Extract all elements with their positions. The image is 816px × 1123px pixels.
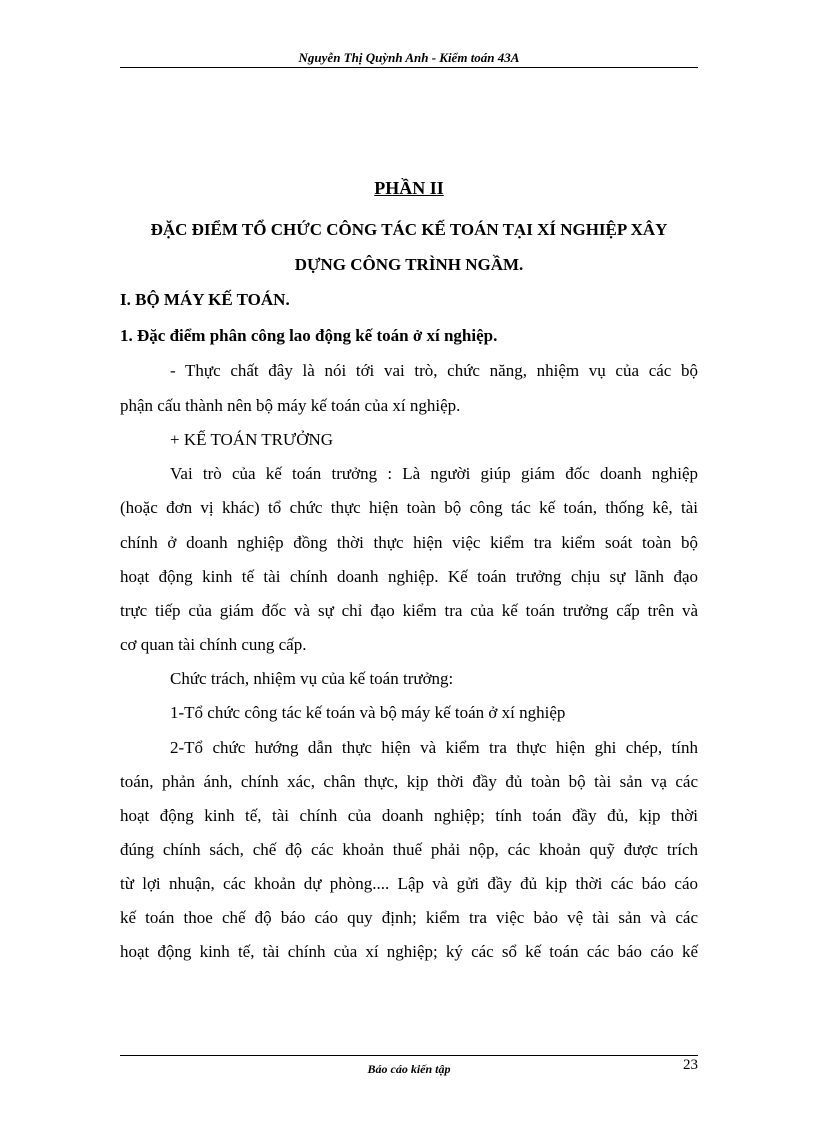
paragraph-line: - Thực chất đây là nói tới vai trò, chức năng, nhiệm vụ của các bộ	[170, 361, 698, 380]
paragraph-line: phận cấu thành nên bộ máy kế toán của xí nghiệp.	[120, 396, 461, 415]
paragraph-line: hoạt động kinh tế, tài chính của doanh nghiệp; tính toán đầy đủ, kịp thời	[120, 806, 698, 825]
section-heading: I. BỘ MÁY KẾ TOÁN.	[120, 290, 290, 309]
part-title: PHẦN II	[374, 178, 444, 198]
role-heading: + KẾ TOÁN TRƯỞNG	[170, 430, 334, 449]
list-item: 1-Tổ chức công tác kế toán và bộ máy kế toán ở xí nghiệp	[170, 703, 566, 722]
chapter-title-line-1: ĐẶC ĐIỂM TỔ CHỨC CÔNG TÁC KẾ TOÁN TẠI XÍ NGHIỆP XÂY	[150, 220, 668, 239]
running-header: Nguyễn Thị Quỳnh Anh - Kiểm toán 43A	[298, 50, 520, 65]
paragraph-line: từ lợi nhuận, các khoản dự phòng.... Lập và gửi đầy đủ kịp thời các báo cáo	[120, 874, 698, 893]
paragraph-line: Vai trò của kế toán trưởng : Là người giúp giám đốc doanh nghiệp	[170, 464, 698, 483]
paragraph-line: Chức trách, nhiệm vụ của kế toán trưởng:	[170, 669, 454, 688]
list-item: 2-Tổ chức hướng dẫn thực hiện và kiểm tra thực hiện ghi chép, tính	[170, 738, 698, 757]
paragraph-line: trực tiếp của giám đốc và sự chỉ đạo kiểm tra của kế toán trưởng cấp trên và	[120, 601, 698, 620]
header-rule	[120, 67, 698, 68]
page-number: 23	[683, 1057, 698, 1073]
paragraph-line: hoạt động kinh tế tài chính doanh nghiệp. Kế toán trưởng chịu sự lãnh đạo	[120, 567, 698, 586]
paragraph-line: hoạt động kinh tế, tài chính của xí nghiệp; ký các sổ kế toán các báo cáo kế	[120, 942, 698, 961]
running-footer: Báo cáo kiến tập	[367, 1062, 451, 1076]
subsection-heading: 1. Đặc điểm phân công lao động kế toán ở xí nghiệp.	[120, 326, 498, 345]
paragraph-line: cơ quan tài chính cung cấp.	[120, 635, 307, 654]
paragraph-line: đúng chính sách, chế độ các khoản thuế phải nộp, các khoản quỹ được trích	[120, 840, 698, 859]
paragraph-line: toán, phản ánh, chính xác, chân thực, kịp thời đầy đủ toàn bộ tài sản vạ các	[120, 772, 698, 791]
paragraph-line: kế toán thoe chế độ báo cáo quy định; kiểm tra việc bảo vệ tài sản và các	[120, 908, 698, 927]
chapter-title-line-2: DỰNG CÔNG TRÌNH NGẦM.	[294, 255, 524, 274]
paragraph-line: (hoặc đơn vị khác) tổ chức thực hiện toàn bộ công tác kế toán, thống kê, tài	[120, 498, 698, 517]
footer-rule	[120, 1055, 698, 1056]
paragraph-line: chính ở doanh nghiệp đồng thời thực hiện việc kiểm tra kiểm soát toàn bộ	[120, 533, 698, 552]
